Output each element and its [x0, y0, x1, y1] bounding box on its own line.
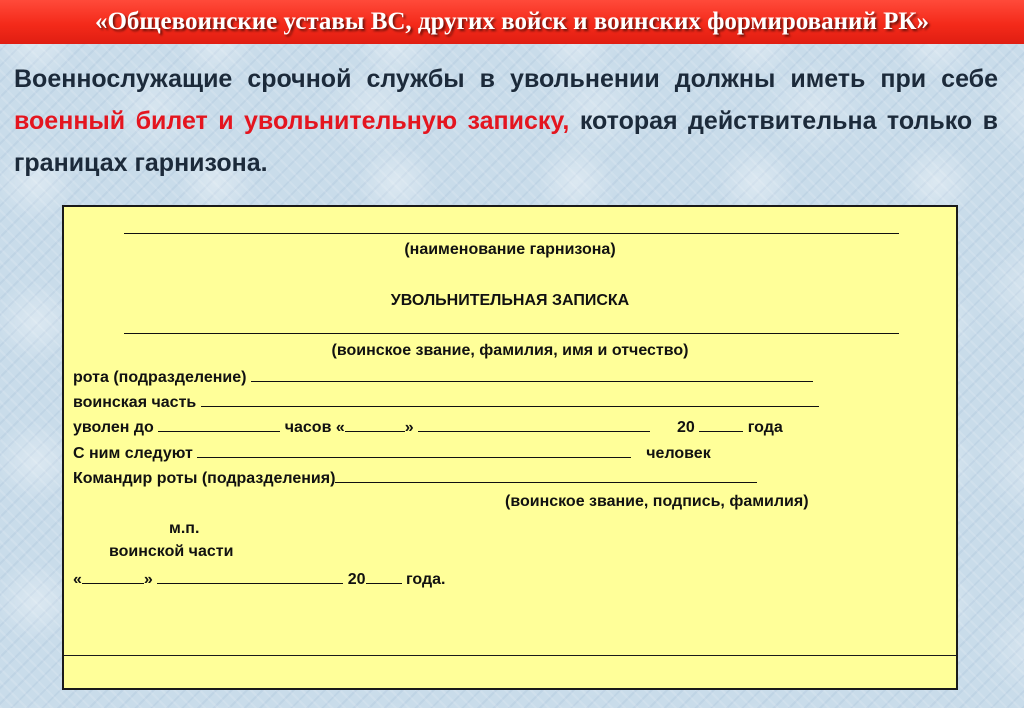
- issue-date-row: [73, 568, 445, 590]
- commander-row: [73, 467, 757, 489]
- garrison-caption: (наименование гарнизона): [404, 241, 616, 258]
- unit-blank: [201, 391, 819, 407]
- company-row: [73, 366, 813, 388]
- company-blank: [251, 366, 813, 382]
- year-prefix: 20: [677, 419, 695, 436]
- issue-month-blank: [157, 568, 343, 584]
- accompany-label: С ним следуют: [73, 445, 193, 462]
- unit-label: воинская часть: [73, 394, 197, 411]
- commander-blank: [335, 467, 757, 483]
- header-banner: [0, 0, 1024, 44]
- hours-blank: [345, 416, 405, 432]
- year-suffix: года: [747, 419, 783, 436]
- stamp-label-line2: воинской части: [109, 543, 234, 560]
- intro-highlight: военный билет и увольнительную записку,: [14, 107, 570, 135]
- persons-label: человек: [646, 445, 711, 462]
- person-caption: (воинское звание, фамилия, имя и отчество): [331, 342, 689, 359]
- garrison-name-line: [124, 233, 899, 234]
- hours-label: часов «: [284, 419, 345, 436]
- accompany-blank: [197, 442, 631, 458]
- intro-paragraph: [14, 58, 998, 184]
- accompany-row: [73, 442, 711, 464]
- signature-caption: (воинское звание, подпись, фамилия): [505, 493, 809, 510]
- intro-text-before: Военнослужащие срочной службы в увольнении должны иметь при себе: [14, 65, 998, 93]
- intro-text-after: которая действительна только в границах гарнизона.: [14, 107, 998, 177]
- leave-until-label: уволен до: [73, 419, 154, 436]
- company-label: рота (подразделение): [73, 369, 247, 386]
- stamp-label-line1: м.п.: [169, 520, 200, 537]
- person-name-line: [124, 333, 899, 334]
- date-blank: [158, 416, 280, 432]
- form-bottom-divider: [64, 655, 956, 656]
- issue-year-blank: [366, 568, 402, 584]
- month-blank: [418, 416, 650, 432]
- year-blank: [699, 416, 743, 432]
- page-title: «Общевоинские уставы ВС, других войск и воинских формирований РК»: [94, 8, 929, 35]
- leave-until-row: [73, 416, 783, 438]
- leave-pass-form: [62, 205, 958, 690]
- date-close: »: [143, 571, 153, 588]
- date-year-prefix: 20: [347, 571, 366, 588]
- date-year-suffix: года.: [405, 571, 446, 588]
- form-title: УВОЛЬНИТЕЛЬНАЯ ЗАПИСКА: [390, 292, 630, 309]
- issue-day-blank: [82, 568, 144, 584]
- commander-label: Командир роты (подразделения): [73, 470, 336, 487]
- hours-close: »: [404, 419, 414, 436]
- unit-row: [73, 391, 819, 413]
- date-open: «: [73, 571, 82, 588]
